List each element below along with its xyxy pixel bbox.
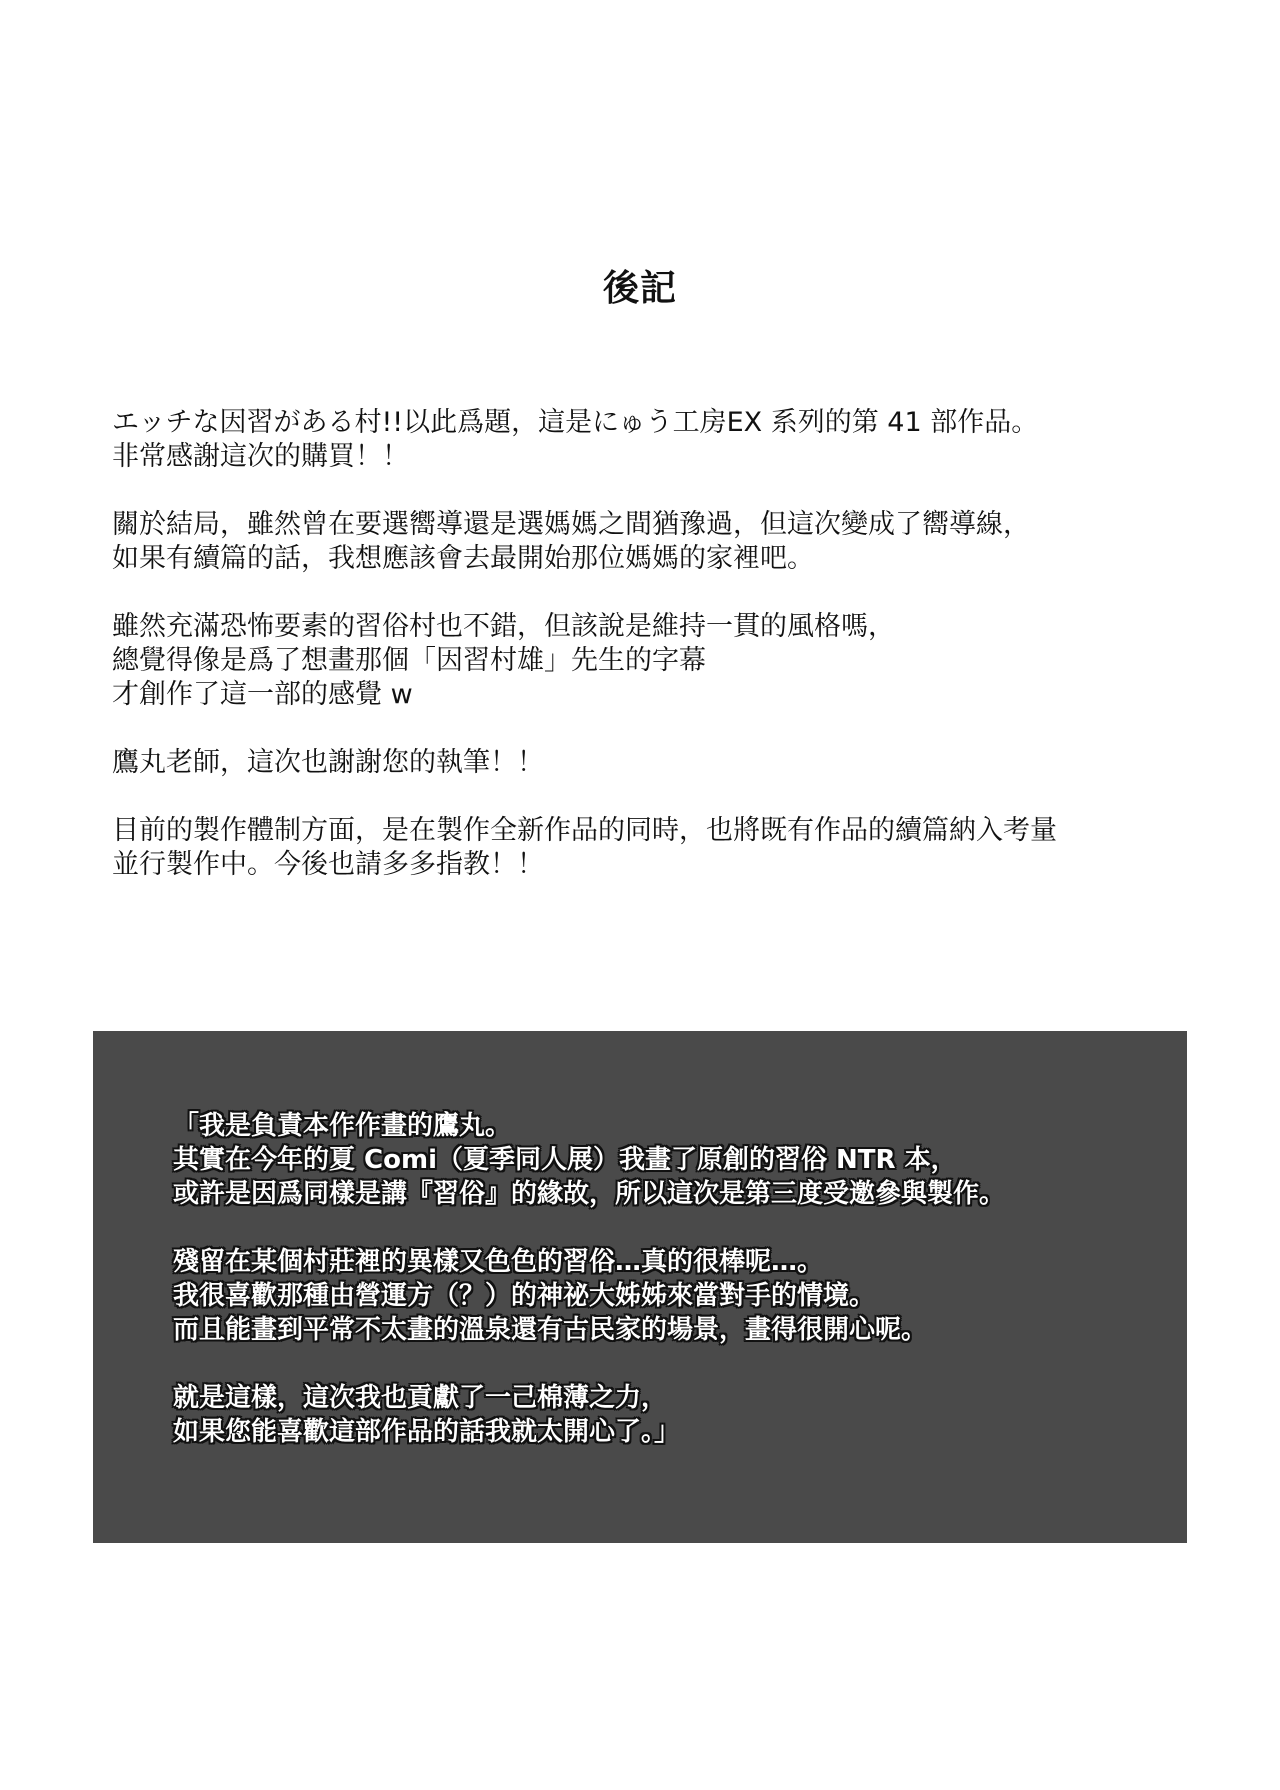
artist-paragraph <box>173 1109 1133 1211</box>
text-line: 非常感謝這次的購買！！ <box>112 441 409 472</box>
text-line: 並行製作中。今後也請多多指教！！ <box>112 849 544 880</box>
afterword-paragraph <box>112 746 1172 780</box>
text-line: 「我是負責本作作畫的鷹丸。 <box>173 1111 512 1141</box>
text-line: 才創作了這一部的感覺 w <box>112 679 413 710</box>
text-line: エッチな因習がある村!!以此爲題，這是にゅう工房EX 系列的第 41 部作品。 <box>112 407 1039 438</box>
afterword-paragraph <box>112 406 1172 474</box>
text-line: 而且能畫到平常不太畫的溫泉還有古民家的場景，畫得很開心呢。 <box>173 1315 928 1345</box>
afterword-paragraph <box>112 508 1172 576</box>
page-title: 後記 <box>602 268 677 309</box>
text-line: 或許是因爲同樣是講『習俗』的緣故，所以這次是第三度受邀參與製作。 <box>173 1179 1006 1209</box>
artist-message-box <box>93 1031 1187 1543</box>
afterword-paragraph <box>112 814 1172 882</box>
text-line: 總覺得像是爲了想畫那個「因習村雄」先生的字幕 <box>112 645 706 676</box>
text-line: 我很喜歡那種由營運方（？）的神祕大姊姊來當對手的情境。 <box>173 1281 876 1311</box>
text-line: 目前的製作體制方面，是在製作全新作品的同時，也將既有作品的續篇納入考量 <box>112 815 1057 846</box>
text-line: 雖然充滿恐怖要素的習俗村也不錯，但該說是維持一貫的風格嗎， <box>112 611 895 642</box>
text-line: 關於結局，雖然曾在要選嚮導還是選媽媽之間猶豫過，但這次變成了嚮導線， <box>112 509 1030 540</box>
text-line: 其實在今年的夏 Comi（夏季同人展）我畫了原創的習俗 NTR 本， <box>173 1145 957 1175</box>
text-line: 殘留在某個村莊裡的異樣又色色的習俗…真的很棒呢…。 <box>173 1247 824 1277</box>
artist-paragraph <box>173 1245 1133 1347</box>
text-line: 鷹丸老師，這次也謝謝您的執筆！！ <box>112 747 544 778</box>
text-line: 就是這樣，這次我也貢獻了一己棉薄之力， <box>173 1383 668 1413</box>
afterword-text <box>112 406 1172 916</box>
afterword-paragraph <box>112 610 1172 712</box>
artist-paragraph <box>173 1381 1133 1449</box>
text-line: 如果有續篇的話，我想應該會去最開始那位媽媽的家裡吧。 <box>112 543 814 574</box>
artist-message-text <box>173 1109 1133 1483</box>
text-line: 如果您能喜歡這部作品的話我就太開心了。」 <box>173 1417 681 1447</box>
